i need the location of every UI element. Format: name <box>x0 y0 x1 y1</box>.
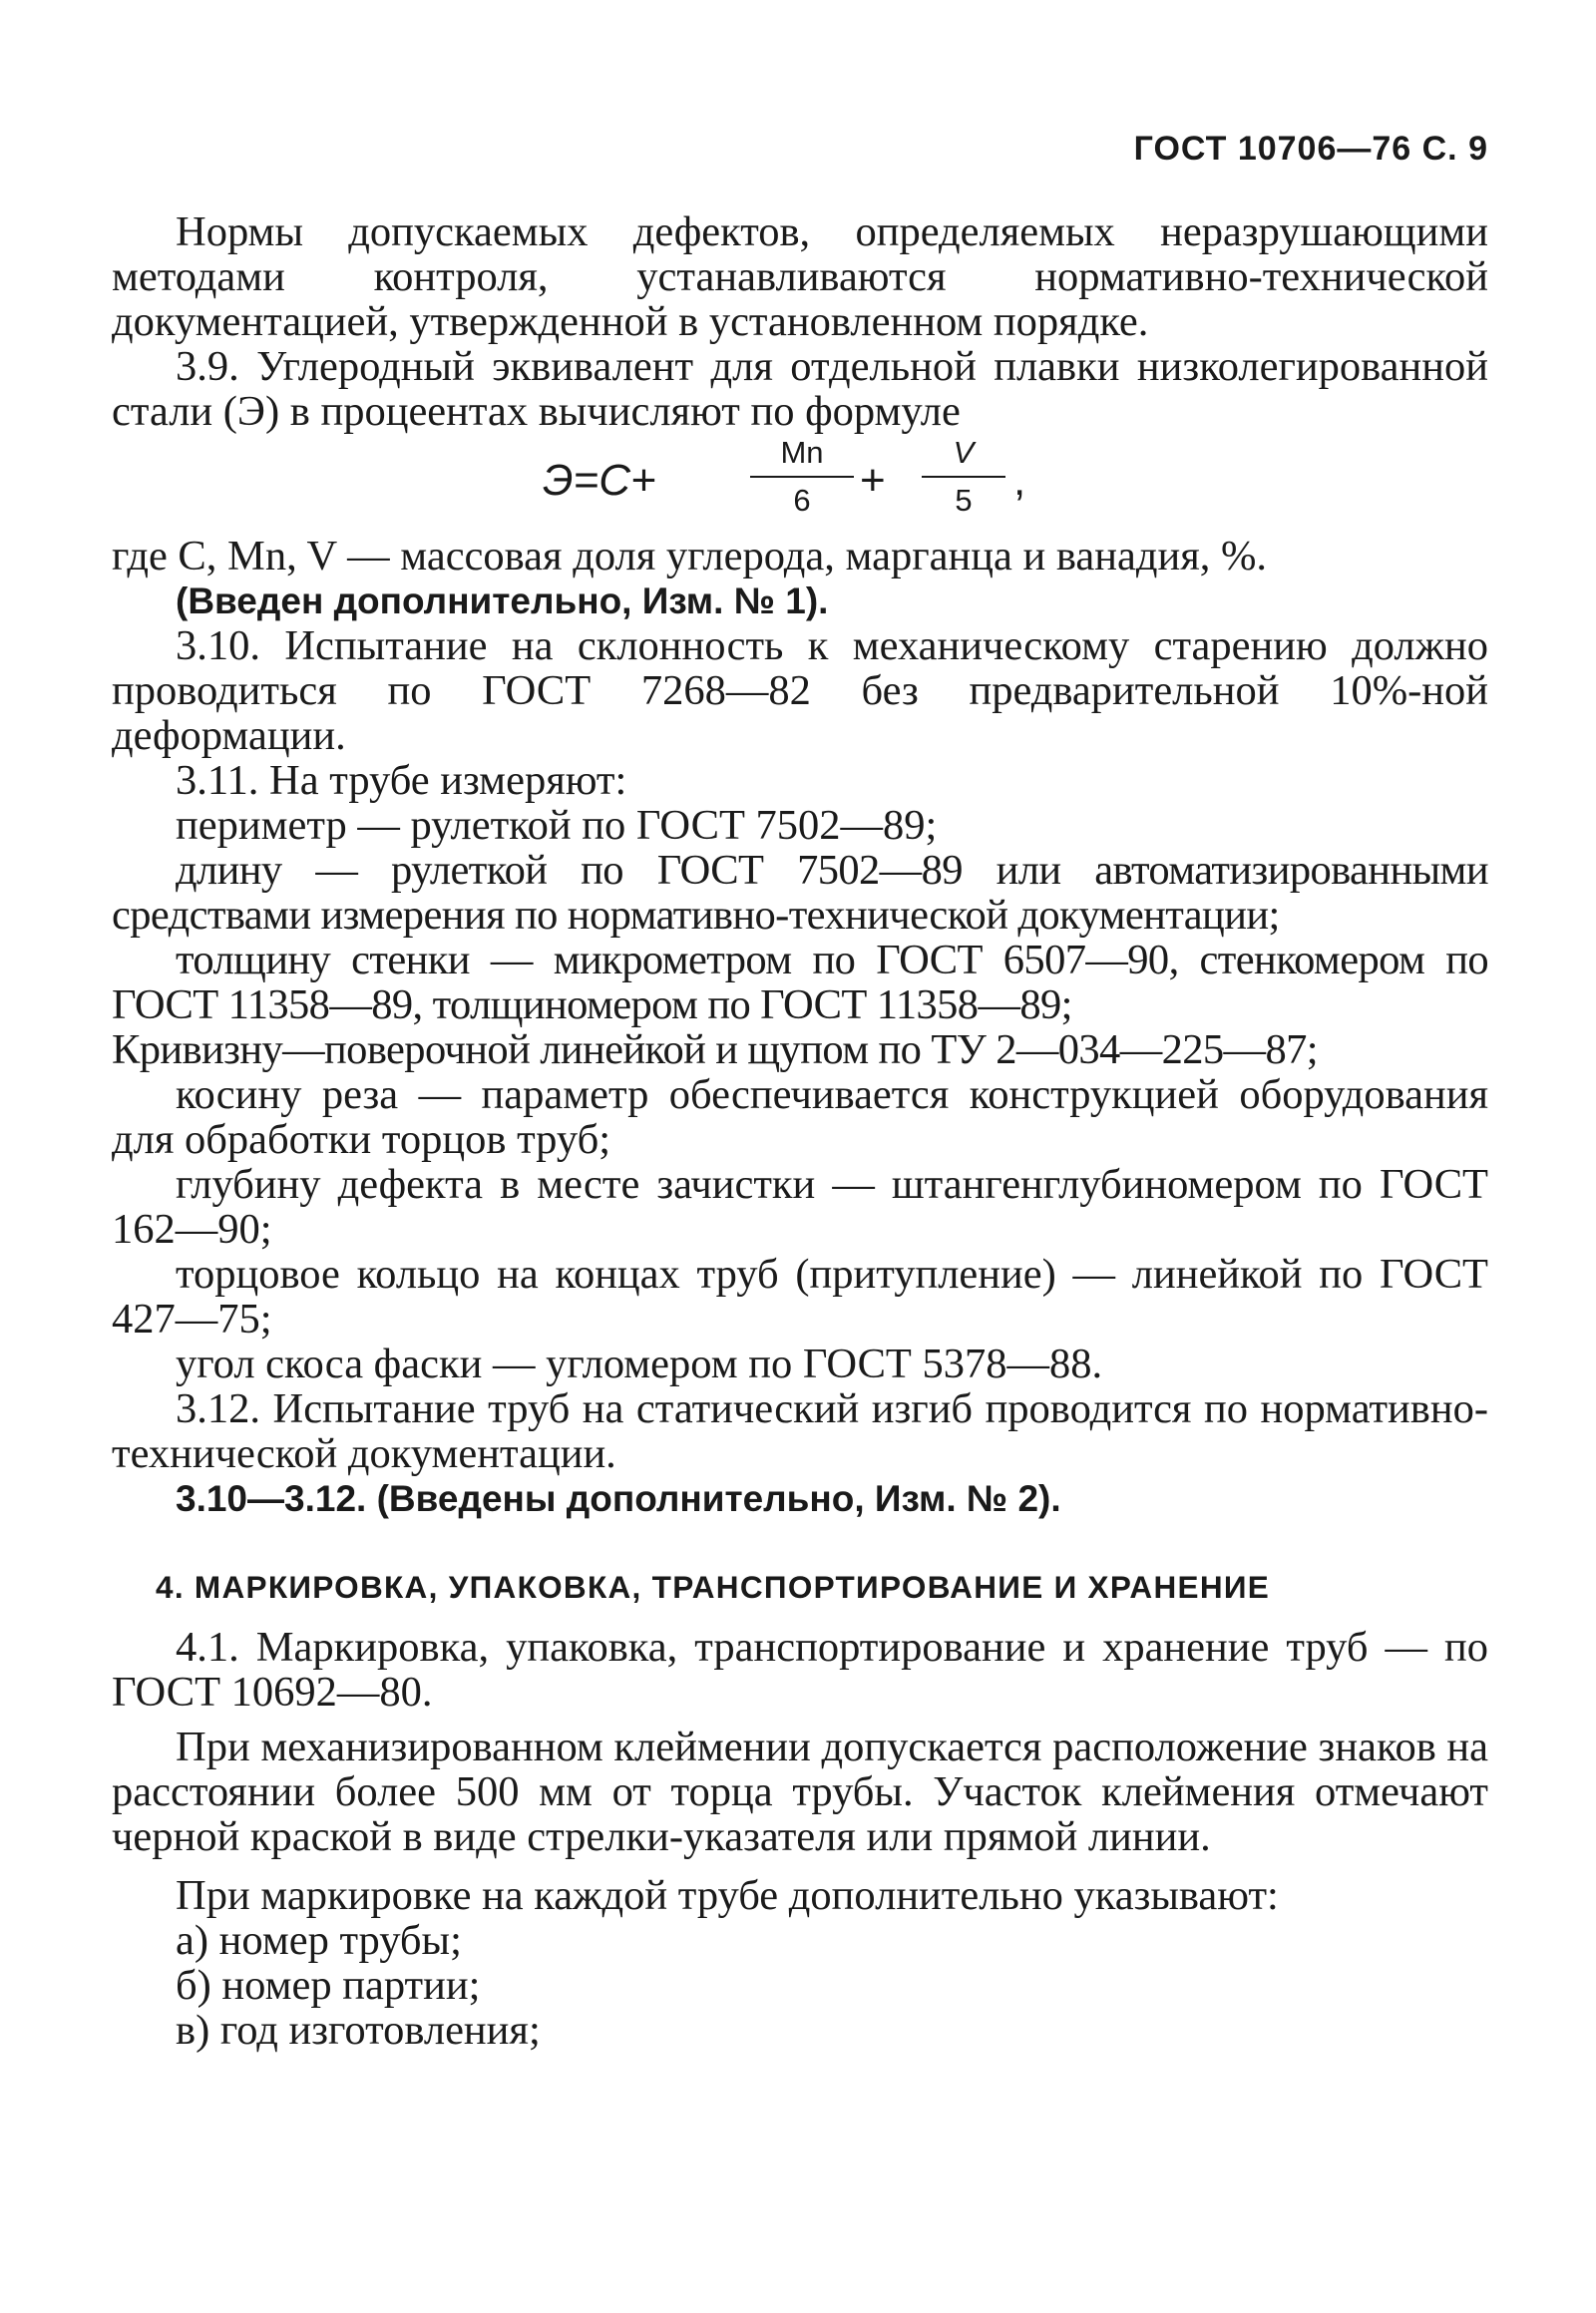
page-header-code: ГОСТ 10706—76 С. 9 <box>1133 130 1488 168</box>
measurement-defect-depth: глубину дефекта в месте зачистки — штангенглубиномером по ГОСТ 162—90; <box>112 1161 1488 1253</box>
list-item-batch-number: б) номер партии; <box>176 1962 481 2009</box>
section-4-title: 4. МАРКИРОВКА, УПАКОВКА, ТРАНСПОРТИРОВАНИЕ И ХРАНЕНИЕ <box>156 1569 1271 1605</box>
paragraph-4-1: 4.1. Маркировка, упаковка, транспортирование и хранение труб — по ГОСТ 10692—80. <box>112 1624 1488 1716</box>
list-item-year: в) год изготовления; <box>176 2007 541 2054</box>
measurement-cut-skew: косину реза — параметр обеспечивается конструкцией оборудования для обработки торцов труб; <box>112 1071 1488 1163</box>
paragraph-where: где C, Mn, V — массовая доля углерода, марганца и ванадия, %. <box>112 533 1268 579</box>
carbon-equivalent-formula <box>112 436 1488 528</box>
paragraph-mechanized-marking: При механизированном клеймении допускается расположение знаков на расстоянии более 500 мм от торца трубы. Участок клеймения отмечают черной краской в виде стрелки-указателя или прямой линии. <box>112 1724 1488 1860</box>
formula-comma: , <box>1013 456 1026 505</box>
formula-lhs: Э=С+ <box>543 456 656 505</box>
amendment-note-1: (Введен дополнительно, Изм. № 1). <box>176 580 829 621</box>
measurement-thickness: толщину стенки — микрометром по ГОСТ 6507—90, стенкомером по ГОСТ 11358—89, толщиномером по ГОСТ 11358—89; <box>112 937 1488 1028</box>
formula-fraction-mn <box>750 436 854 518</box>
measurement-length: длину — рулеткой по ГОСТ 7502—89 или автоматизированными средствами измерения по нормативно-технической документации; <box>112 847 1488 939</box>
paragraph-3-9: 3.9. Углеродный эквивалент для отдельной плавки низколегированной стали (Э) в процеентах вычисляют по формуле <box>112 343 1488 435</box>
measurement-end-ring: торцовое кольцо на концах труб (притупление) — линейкой по ГОСТ 427—75; <box>112 1251 1488 1343</box>
measurement-perimeter: периметр — рулеткой по ГОСТ 7502—89; <box>176 802 938 849</box>
measurement-bevel-angle: угол скоса фаски — угломером по ГОСТ 5378—88. <box>176 1341 1103 1387</box>
formula-frac1-numerator: Mn <box>750 436 854 478</box>
formula-frac1-denominator: 6 <box>793 483 811 518</box>
amendment-note-2: 3.10—3.12. (Введены дополнительно, Изм. № 2). <box>176 1478 1061 1519</box>
paragraph-3-10: 3.10. Испытание на склонность к механическому старению должно проводиться по ГОСТ 7268—82 без предварительной 10%-ной деформации. <box>112 622 1488 759</box>
formula-fraction-v <box>922 436 1005 518</box>
paragraph-3-12: 3.12. Испытание труб на статический изгиб проводится по нормативно-технической документации. <box>112 1385 1488 1477</box>
measurement-curvature: Кривизну—поверочной линейкой и щупом по ТУ 2—034—225—87; <box>112 1026 1318 1073</box>
formula-plus: + <box>860 456 886 505</box>
paragraph-defect-norms: Нормы допускаемых дефектов, определяемых неразрушающими методами контроля, устанавливаются нормативно-технической документацией, утвержденной в установленном порядке. <box>112 208 1488 345</box>
paragraph-3-11: 3.11. На трубе измеряют: <box>176 757 627 804</box>
formula-frac2-denominator: 5 <box>955 483 973 518</box>
list-item-pipe-number: а) номер трубы; <box>176 1917 462 1964</box>
paragraph-marking-additional: При маркировке на каждой трубе дополнительно указывают: <box>176 1872 1279 1919</box>
formula-frac2-numerator: V <box>922 436 1005 478</box>
document-body <box>112 209 1488 2053</box>
